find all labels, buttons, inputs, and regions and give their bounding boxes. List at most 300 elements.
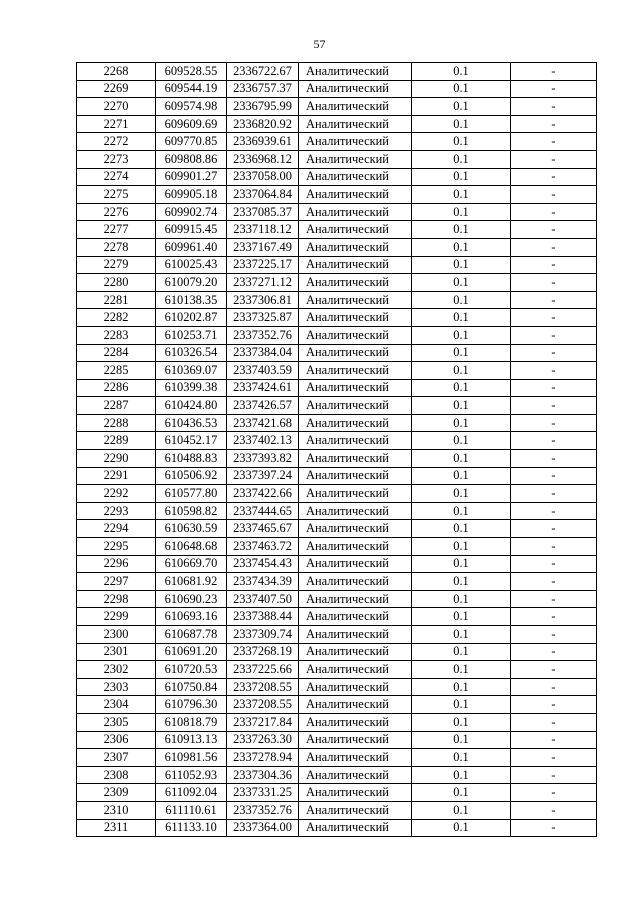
note-cell: - (511, 520, 597, 538)
method-cell: Аналитический (299, 274, 412, 292)
table-row (77, 573, 597, 591)
y-coordinate-cell: 2337331.25 (227, 784, 299, 802)
table-row (77, 590, 597, 608)
y-coordinate-cell: 2337403.59 (227, 362, 299, 380)
x-coordinate-cell: 609609.69 (156, 115, 227, 133)
note-cell: - (511, 608, 597, 626)
note-cell: - (511, 643, 597, 661)
accuracy-cell: 0.1 (412, 326, 511, 344)
y-coordinate-cell: 2337352.76 (227, 326, 299, 344)
accuracy-cell: 0.1 (412, 186, 511, 204)
note-cell: - (511, 538, 597, 556)
y-coordinate-cell: 2337325.87 (227, 309, 299, 327)
x-coordinate-cell: 610399.38 (156, 379, 227, 397)
method-cell: Аналитический (299, 766, 412, 784)
method-cell: Аналитический (299, 362, 412, 380)
method-cell: Аналитический (299, 414, 412, 432)
x-coordinate-cell: 610669.70 (156, 555, 227, 573)
table-row (77, 309, 597, 327)
y-coordinate-cell: 2337402.13 (227, 432, 299, 450)
table-row (77, 819, 597, 837)
method-cell: Аналитический (299, 432, 412, 450)
point-number-cell: 2292 (77, 485, 156, 503)
table-row (77, 397, 597, 415)
point-number-cell: 2310 (77, 801, 156, 819)
note-cell: - (511, 238, 597, 256)
point-number-cell: 2297 (77, 573, 156, 591)
note-cell: - (511, 274, 597, 292)
y-coordinate-cell: 2337167.49 (227, 238, 299, 256)
accuracy-cell: 0.1 (412, 643, 511, 661)
note-cell: - (511, 432, 597, 450)
accuracy-cell: 0.1 (412, 485, 511, 503)
y-coordinate-cell: 2337085.37 (227, 203, 299, 221)
note-cell: - (511, 309, 597, 327)
table-row (77, 98, 597, 116)
point-number-cell: 2291 (77, 467, 156, 485)
accuracy-cell: 0.1 (412, 626, 511, 644)
y-coordinate-cell: 2337118.12 (227, 221, 299, 239)
point-number-cell: 2274 (77, 168, 156, 186)
point-number-cell: 2271 (77, 115, 156, 133)
method-cell: Аналитический (299, 256, 412, 274)
x-coordinate-cell: 610693.16 (156, 608, 227, 626)
point-number-cell: 2299 (77, 608, 156, 626)
table-row (77, 168, 597, 186)
accuracy-cell: 0.1 (412, 520, 511, 538)
x-coordinate-cell: 610630.59 (156, 520, 227, 538)
table-row (77, 801, 597, 819)
note-cell: - (511, 502, 597, 520)
point-number-cell: 2285 (77, 362, 156, 380)
note-cell: - (511, 801, 597, 819)
note-cell: - (511, 731, 597, 749)
note-cell: - (511, 186, 597, 204)
accuracy-cell: 0.1 (412, 819, 511, 837)
point-number-cell: 2298 (77, 590, 156, 608)
coordinates-table-body (77, 63, 597, 837)
accuracy-cell: 0.1 (412, 168, 511, 186)
accuracy-cell: 0.1 (412, 696, 511, 714)
note-cell: - (511, 168, 597, 186)
x-coordinate-cell: 610981.56 (156, 749, 227, 767)
x-coordinate-cell: 609902.74 (156, 203, 227, 221)
page-number: 57 (313, 37, 326, 51)
table-row (77, 731, 597, 749)
accuracy-cell: 0.1 (412, 450, 511, 468)
table-row (77, 696, 597, 714)
x-coordinate-cell: 609544.19 (156, 80, 227, 98)
y-coordinate-cell: 2337421.68 (227, 414, 299, 432)
note-cell: - (511, 362, 597, 380)
point-number-cell: 2272 (77, 133, 156, 151)
note-cell: - (511, 485, 597, 503)
x-coordinate-cell: 610690.23 (156, 590, 227, 608)
table-row (77, 256, 597, 274)
y-coordinate-cell: 2337309.74 (227, 626, 299, 644)
point-number-cell: 2282 (77, 309, 156, 327)
point-number-cell: 2270 (77, 98, 156, 116)
method-cell: Аналитический (299, 203, 412, 221)
accuracy-cell: 0.1 (412, 344, 511, 362)
table-row (77, 678, 597, 696)
method-cell: Аналитический (299, 819, 412, 837)
point-number-cell: 2280 (77, 274, 156, 292)
y-coordinate-cell: 2336820.92 (227, 115, 299, 133)
accuracy-cell: 0.1 (412, 608, 511, 626)
accuracy-cell: 0.1 (412, 221, 511, 239)
x-coordinate-cell: 609961.40 (156, 238, 227, 256)
method-cell: Аналитический (299, 326, 412, 344)
point-number-cell: 2296 (77, 555, 156, 573)
x-coordinate-cell: 610488.83 (156, 450, 227, 468)
table-row (77, 520, 597, 538)
table-row (77, 749, 597, 767)
note-cell: - (511, 256, 597, 274)
y-coordinate-cell: 2337278.94 (227, 749, 299, 767)
table-row (77, 291, 597, 309)
x-coordinate-cell: 609528.55 (156, 63, 227, 81)
point-number-cell: 2294 (77, 520, 156, 538)
accuracy-cell: 0.1 (412, 414, 511, 432)
accuracy-cell: 0.1 (412, 731, 511, 749)
point-number-cell: 2273 (77, 150, 156, 168)
method-cell: Аналитический (299, 291, 412, 309)
point-number-cell: 2293 (77, 502, 156, 520)
method-cell: Аналитический (299, 502, 412, 520)
accuracy-cell: 0.1 (412, 573, 511, 591)
accuracy-cell: 0.1 (412, 133, 511, 151)
x-coordinate-cell: 609574.98 (156, 98, 227, 116)
y-coordinate-cell: 2337271.12 (227, 274, 299, 292)
note-cell: - (511, 63, 597, 81)
note-cell: - (511, 661, 597, 679)
x-coordinate-cell: 610577.80 (156, 485, 227, 503)
accuracy-cell: 0.1 (412, 98, 511, 116)
note-cell: - (511, 414, 597, 432)
y-coordinate-cell: 2337217.84 (227, 713, 299, 731)
note-cell: - (511, 749, 597, 767)
table-row (77, 467, 597, 485)
method-cell: Аналитический (299, 643, 412, 661)
point-number-cell: 2287 (77, 397, 156, 415)
table-row (77, 362, 597, 380)
table-row (77, 432, 597, 450)
table-row (77, 221, 597, 239)
note-cell: - (511, 555, 597, 573)
table-row (77, 502, 597, 520)
note-cell: - (511, 291, 597, 309)
table-row (77, 555, 597, 573)
y-coordinate-cell: 2337208.55 (227, 678, 299, 696)
note-cell: - (511, 203, 597, 221)
table-row (77, 274, 597, 292)
method-cell: Аналитический (299, 221, 412, 239)
method-cell: Аналитический (299, 133, 412, 151)
x-coordinate-cell: 610818.79 (156, 713, 227, 731)
method-cell: Аналитический (299, 309, 412, 327)
x-coordinate-cell: 610202.87 (156, 309, 227, 327)
method-cell: Аналитический (299, 749, 412, 767)
method-cell: Аналитический (299, 344, 412, 362)
point-number-cell: 2277 (77, 221, 156, 239)
x-coordinate-cell: 610796.30 (156, 696, 227, 714)
y-coordinate-cell: 2337058.00 (227, 168, 299, 186)
x-coordinate-cell: 610681.92 (156, 573, 227, 591)
point-number-cell: 2295 (77, 538, 156, 556)
note-cell: - (511, 696, 597, 714)
table-row (77, 238, 597, 256)
method-cell: Аналитический (299, 450, 412, 468)
method-cell: Аналитический (299, 608, 412, 626)
y-coordinate-cell: 2337444.65 (227, 502, 299, 520)
method-cell: Аналитический (299, 485, 412, 503)
table-row (77, 608, 597, 626)
method-cell: Аналитический (299, 555, 412, 573)
y-coordinate-cell: 2337064.84 (227, 186, 299, 204)
y-coordinate-cell: 2337306.81 (227, 291, 299, 309)
x-coordinate-cell: 609905.18 (156, 186, 227, 204)
accuracy-cell: 0.1 (412, 115, 511, 133)
x-coordinate-cell: 610025.43 (156, 256, 227, 274)
x-coordinate-cell: 610253.71 (156, 326, 227, 344)
accuracy-cell: 0.1 (412, 379, 511, 397)
x-coordinate-cell: 610138.35 (156, 291, 227, 309)
accuracy-cell: 0.1 (412, 502, 511, 520)
table-row (77, 326, 597, 344)
table-row (77, 186, 597, 204)
table-row (77, 450, 597, 468)
note-cell: - (511, 115, 597, 133)
point-number-cell: 2289 (77, 432, 156, 450)
accuracy-cell: 0.1 (412, 203, 511, 221)
table-row (77, 80, 597, 98)
note-cell: - (511, 344, 597, 362)
note-cell: - (511, 221, 597, 239)
x-coordinate-cell: 609901.27 (156, 168, 227, 186)
accuracy-cell: 0.1 (412, 63, 511, 81)
method-cell: Аналитический (299, 661, 412, 679)
method-cell: Аналитический (299, 538, 412, 556)
point-number-cell: 2301 (77, 643, 156, 661)
table-row (77, 713, 597, 731)
y-coordinate-cell: 2337208.55 (227, 696, 299, 714)
note-cell: - (511, 713, 597, 731)
accuracy-cell: 0.1 (412, 362, 511, 380)
point-number-cell: 2269 (77, 80, 156, 98)
point-number-cell: 2283 (77, 326, 156, 344)
method-cell: Аналитический (299, 713, 412, 731)
x-coordinate-cell: 610369.07 (156, 362, 227, 380)
accuracy-cell: 0.1 (412, 713, 511, 731)
table-row (77, 203, 597, 221)
note-cell: - (511, 590, 597, 608)
accuracy-cell: 0.1 (412, 238, 511, 256)
x-coordinate-cell: 611133.10 (156, 819, 227, 837)
x-coordinate-cell: 611052.93 (156, 766, 227, 784)
method-cell: Аналитический (299, 168, 412, 186)
table-row (77, 485, 597, 503)
x-coordinate-cell: 610648.68 (156, 538, 227, 556)
accuracy-cell: 0.1 (412, 150, 511, 168)
note-cell: - (511, 98, 597, 116)
x-coordinate-cell: 609915.45 (156, 221, 227, 239)
note-cell: - (511, 766, 597, 784)
point-number-cell: 2305 (77, 713, 156, 731)
note-cell: - (511, 80, 597, 98)
method-cell: Аналитический (299, 590, 412, 608)
x-coordinate-cell: 611092.04 (156, 784, 227, 802)
point-number-cell: 2303 (77, 678, 156, 696)
point-number-cell: 2309 (77, 784, 156, 802)
y-coordinate-cell: 2337422.66 (227, 485, 299, 503)
x-coordinate-cell: 611110.61 (156, 801, 227, 819)
note-cell: - (511, 150, 597, 168)
x-coordinate-cell: 610436.53 (156, 414, 227, 432)
method-cell: Аналитический (299, 784, 412, 802)
note-cell: - (511, 450, 597, 468)
note-cell: - (511, 133, 597, 151)
point-number-cell: 2278 (77, 238, 156, 256)
table-row (77, 379, 597, 397)
method-cell: Аналитический (299, 626, 412, 644)
y-coordinate-cell: 2337263.30 (227, 731, 299, 749)
x-coordinate-cell: 610506.92 (156, 467, 227, 485)
point-number-cell: 2300 (77, 626, 156, 644)
note-cell: - (511, 626, 597, 644)
table-row (77, 538, 597, 556)
table-row (77, 63, 597, 81)
method-cell: Аналитический (299, 678, 412, 696)
x-coordinate-cell: 610424.80 (156, 397, 227, 415)
x-coordinate-cell: 610598.82 (156, 502, 227, 520)
note-cell: - (511, 379, 597, 397)
y-coordinate-cell: 2337268.19 (227, 643, 299, 661)
accuracy-cell: 0.1 (412, 538, 511, 556)
table-row (77, 115, 597, 133)
point-number-cell: 2276 (77, 203, 156, 221)
table-row (77, 643, 597, 661)
x-coordinate-cell: 610691.20 (156, 643, 227, 661)
method-cell: Аналитический (299, 467, 412, 485)
table-row (77, 784, 597, 802)
note-cell: - (511, 784, 597, 802)
method-cell: Аналитический (299, 63, 412, 81)
x-coordinate-cell: 610687.78 (156, 626, 227, 644)
point-number-cell: 2304 (77, 696, 156, 714)
y-coordinate-cell: 2336968.12 (227, 150, 299, 168)
y-coordinate-cell: 2337225.17 (227, 256, 299, 274)
point-number-cell: 2288 (77, 414, 156, 432)
method-cell: Аналитический (299, 80, 412, 98)
point-number-cell: 2311 (77, 819, 156, 837)
coordinates-table (76, 62, 597, 837)
x-coordinate-cell: 610079.20 (156, 274, 227, 292)
x-coordinate-cell: 610913.13 (156, 731, 227, 749)
y-coordinate-cell: 2337393.82 (227, 450, 299, 468)
y-coordinate-cell: 2337225.66 (227, 661, 299, 679)
point-number-cell: 2302 (77, 661, 156, 679)
accuracy-cell: 0.1 (412, 309, 511, 327)
x-coordinate-cell: 610750.84 (156, 678, 227, 696)
accuracy-cell: 0.1 (412, 274, 511, 292)
y-coordinate-cell: 2337388.44 (227, 608, 299, 626)
table-row (77, 661, 597, 679)
y-coordinate-cell: 2337384.04 (227, 344, 299, 362)
y-coordinate-cell: 2337426.57 (227, 397, 299, 415)
accuracy-cell: 0.1 (412, 80, 511, 98)
x-coordinate-cell: 609770.85 (156, 133, 227, 151)
method-cell: Аналитический (299, 696, 412, 714)
method-cell: Аналитический (299, 150, 412, 168)
point-number-cell: 2286 (77, 379, 156, 397)
note-cell: - (511, 678, 597, 696)
y-coordinate-cell: 2337424.61 (227, 379, 299, 397)
accuracy-cell: 0.1 (412, 749, 511, 767)
x-coordinate-cell: 610326.54 (156, 344, 227, 362)
point-number-cell: 2279 (77, 256, 156, 274)
point-number-cell: 2275 (77, 186, 156, 204)
y-coordinate-cell: 2337397.24 (227, 467, 299, 485)
table-row (77, 344, 597, 362)
y-coordinate-cell: 2337304.36 (227, 766, 299, 784)
x-coordinate-cell: 610452.17 (156, 432, 227, 450)
accuracy-cell: 0.1 (412, 467, 511, 485)
method-cell: Аналитический (299, 731, 412, 749)
y-coordinate-cell: 2336757.37 (227, 80, 299, 98)
point-number-cell: 2308 (77, 766, 156, 784)
accuracy-cell: 0.1 (412, 590, 511, 608)
y-coordinate-cell: 2336795.99 (227, 98, 299, 116)
note-cell: - (511, 573, 597, 591)
note-cell: - (511, 397, 597, 415)
method-cell: Аналитический (299, 397, 412, 415)
method-cell: Аналитический (299, 520, 412, 538)
accuracy-cell: 0.1 (412, 766, 511, 784)
method-cell: Аналитический (299, 186, 412, 204)
point-number-cell: 2307 (77, 749, 156, 767)
method-cell: Аналитический (299, 379, 412, 397)
method-cell: Аналитический (299, 801, 412, 819)
point-number-cell: 2268 (77, 63, 156, 81)
y-coordinate-cell: 2337465.67 (227, 520, 299, 538)
table-row (77, 626, 597, 644)
method-cell: Аналитический (299, 573, 412, 591)
y-coordinate-cell: 2337352.76 (227, 801, 299, 819)
x-coordinate-cell: 610720.53 (156, 661, 227, 679)
method-cell: Аналитический (299, 238, 412, 256)
method-cell: Аналитический (299, 115, 412, 133)
point-number-cell: 2281 (77, 291, 156, 309)
accuracy-cell: 0.1 (412, 397, 511, 415)
accuracy-cell: 0.1 (412, 291, 511, 309)
y-coordinate-cell: 2337407.50 (227, 590, 299, 608)
point-number-cell: 2290 (77, 450, 156, 468)
y-coordinate-cell: 2336939.61 (227, 133, 299, 151)
table-row (77, 414, 597, 432)
accuracy-cell: 0.1 (412, 256, 511, 274)
note-cell: - (511, 819, 597, 837)
point-number-cell: 2284 (77, 344, 156, 362)
table-row (77, 133, 597, 151)
accuracy-cell: 0.1 (412, 801, 511, 819)
method-cell: Аналитический (299, 98, 412, 116)
y-coordinate-cell: 2336722.67 (227, 63, 299, 81)
accuracy-cell: 0.1 (412, 661, 511, 679)
y-coordinate-cell: 2337454.43 (227, 555, 299, 573)
table-row (77, 150, 597, 168)
y-coordinate-cell: 2337434.39 (227, 573, 299, 591)
